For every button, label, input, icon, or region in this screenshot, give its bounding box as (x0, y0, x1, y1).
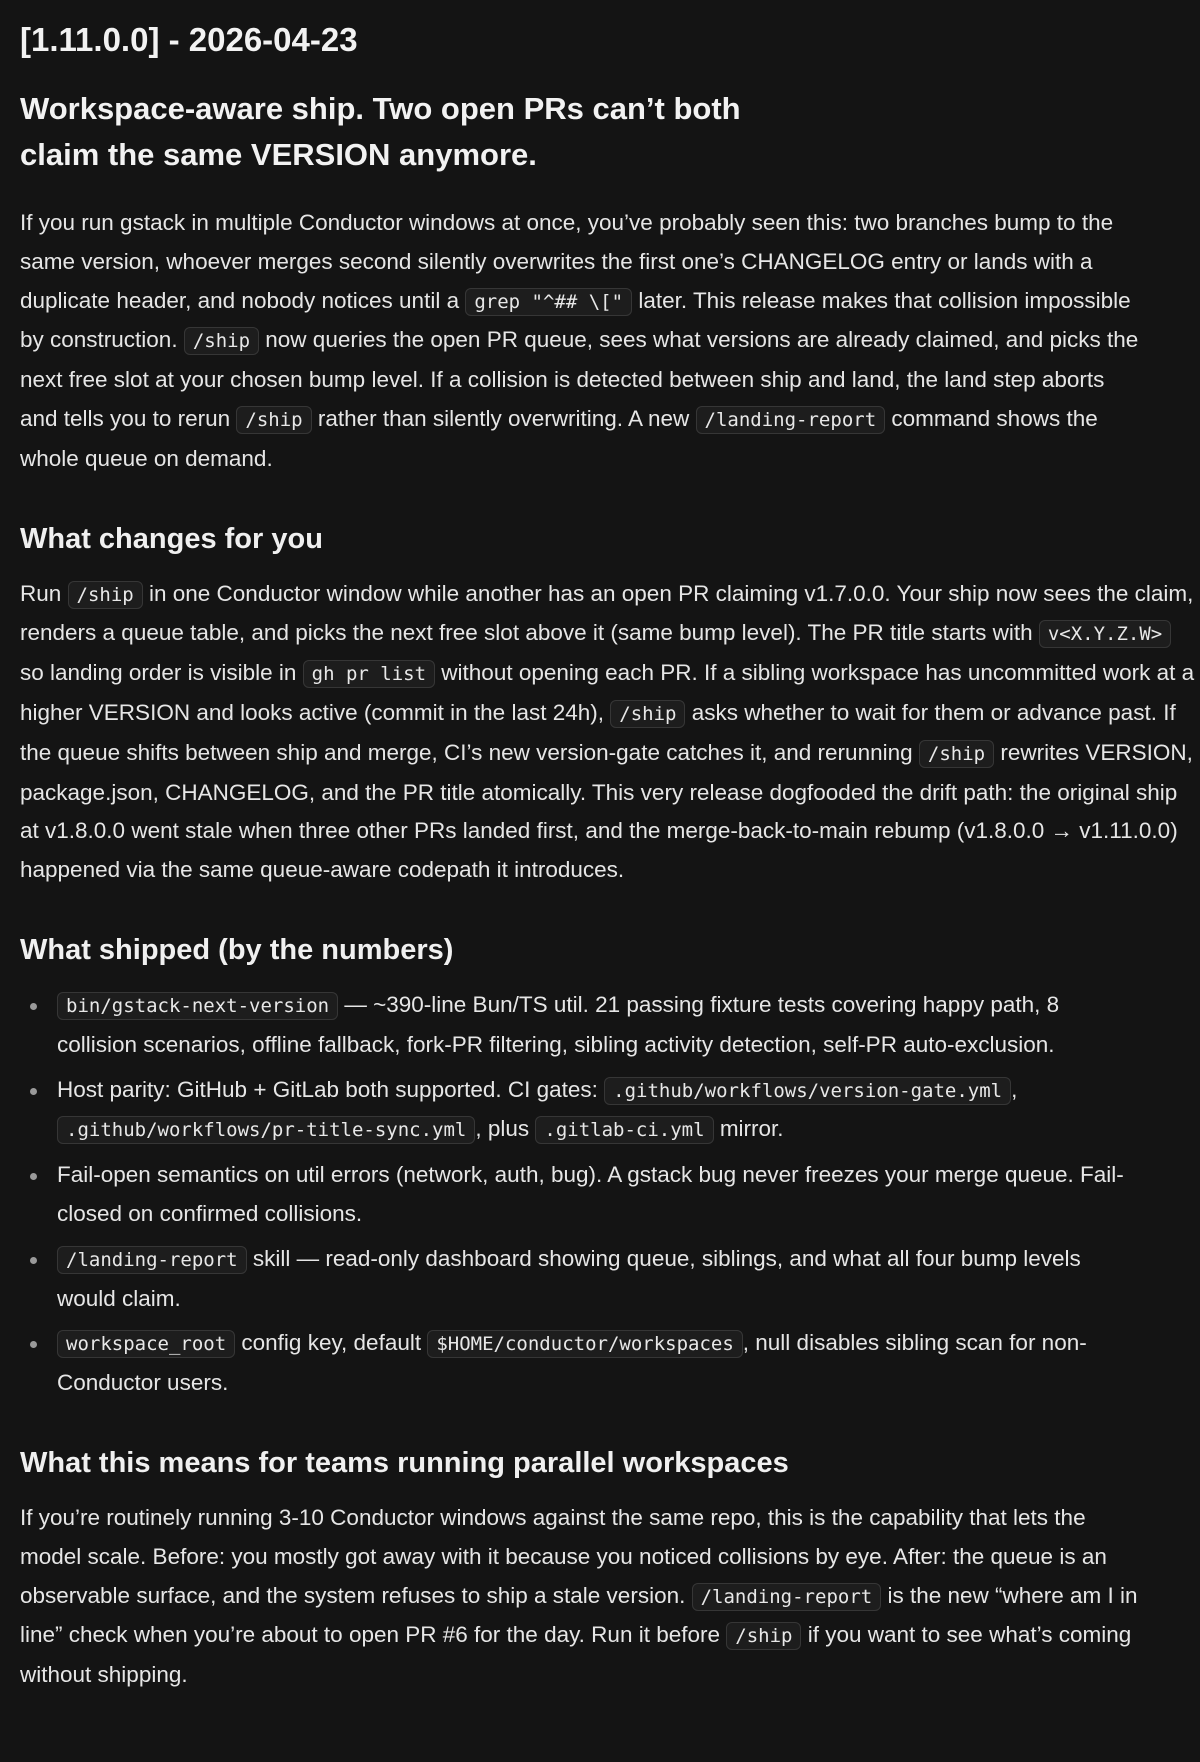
inline-code: /landing-report (696, 406, 886, 434)
inline-code: grep "^## \[" (465, 288, 632, 316)
changes-paragraph: Run /ship in one Conductor window while another has an open PR claiming v1.7.0.0. Your ship now sees the claim, renders a queue table, and picks the next free slot above it (same bump level). The PR title starts with v<X.Y.Z.W> so landing order is visible in gh pr list without opening each PR. If a sibling workspace has uncommitted work at a higher VERSION and looks active (commit in the last 24h), /ship asks whether to wait for them or advance past. If the queue shifts between ship and merge, CI’s new version-gate catches it, and rerunning /ship rewrites VERSION, package.json, CHANGELOG, and the PR title atomically. This very release dogfooded the drift path: the original ship at v1.8.0.0 went stale when three other PRs landed first, and the merge-back-to-main rebump (v1.8.0.0 → v1.11.0.0) happened via the same queue-aware codepath it introduces. (20, 580, 1195, 883)
inline-code: /landing-report (57, 1246, 247, 1274)
inline-code: workspace_root (57, 1330, 235, 1358)
inline-code: gh pr list (303, 660, 435, 688)
section-heading-changes: What changes for you (20, 522, 323, 555)
section-heading-teams: What this means for teams running parallel workspaces (20, 1446, 789, 1479)
list-item: workspace_root config key, default $HOME/conductor/workspaces , null disables sibling scan for non-Conductor users. (20, 1324, 1140, 1403)
inline-code: $HOME/conductor/workspaces (427, 1330, 742, 1358)
inline-code: /ship (236, 406, 311, 434)
inline-code: .gitlab-ci.yml (535, 1116, 713, 1144)
release-headline: Workspace-aware ship. Two open PRs can’t both claim the same VERSION anymore. (20, 91, 741, 172)
list-item: Fail-open semantics on util errors (network, auth, bug). A gstack bug never freezes your merge queue. Fail-closed on confirmed collisions. (20, 1156, 1140, 1234)
inline-code: /ship (184, 327, 259, 355)
inline-code: /landing-report (692, 1583, 882, 1611)
inline-code: /ship (610, 700, 685, 728)
inline-code: v<X.Y.Z.W> (1039, 620, 1171, 648)
inline-code: /ship (68, 581, 143, 609)
intro-paragraph: If you run gstack in multiple Conductor windows at once, you’ve probably seen this: two branches bump to the same version, whoever merges second silently overwrites the first one’s CHANGELOG entry or lands with a duplicate header, and nobody notices until a grep "^## \[" later. This release makes that collision impossible by construction. /ship now queries the open PR queue, sees what versions are already claimed, and picks the next free slot at your chosen bump level. If a collision is detected between ship and land, the land step aborts and tells you to rerun /ship rather than silently overwriting. A new /landing-report command shows the whole queue on demand. (20, 210, 1139, 471)
inline-code: .github/workflows/version-gate.yml (604, 1077, 1011, 1105)
inline-code: bin/gstack-next-version (57, 992, 338, 1020)
inline-code: .github/workflows/pr-title-sync.yml (57, 1116, 475, 1144)
section-heading-shipped: What shipped (by the numbers) (20, 933, 454, 966)
release-title: [1.11.0.0] - 2026-04-23 (20, 21, 358, 58)
inline-code: /ship (919, 740, 994, 768)
teams-paragraph: If you’re routinely running 3-10 Conductor windows against the same repo, this is the capability that lets the model scale. Before: you mostly got away with it because you noticed collisions by eye. After: the queue is an observable surface, and the system refuses to ship a stale version. /landing-report is the new “where am I in line” check when you’re about to open PR #6 for the day. Run it before /ship if you want to see what’s coming without shipping. (20, 1504, 1138, 1688)
list-item: Host parity: GitHub + GitLab both supported. CI gates: .github/workflows/version-gate.yml , .github/workflows/pr-title-sync.yml , plus .gitlab-ci.yml mirror. (20, 1071, 1140, 1151)
list-item: bin/gstack-next-version — ~390-line Bun/TS util. 21 passing fixture tests covering happy path, 8 collision scenarios, offline fallback, fork-PR filtering, sibling activity detection, self-PR auto-exclusion. (20, 986, 1140, 1065)
shipped-list (20, 986, 1140, 1403)
inline-code: /ship (726, 1622, 801, 1650)
list-item: /landing-report skill — read-only dashboard showing queue, siblings, and what all four bump levels would claim. (20, 1240, 1140, 1319)
